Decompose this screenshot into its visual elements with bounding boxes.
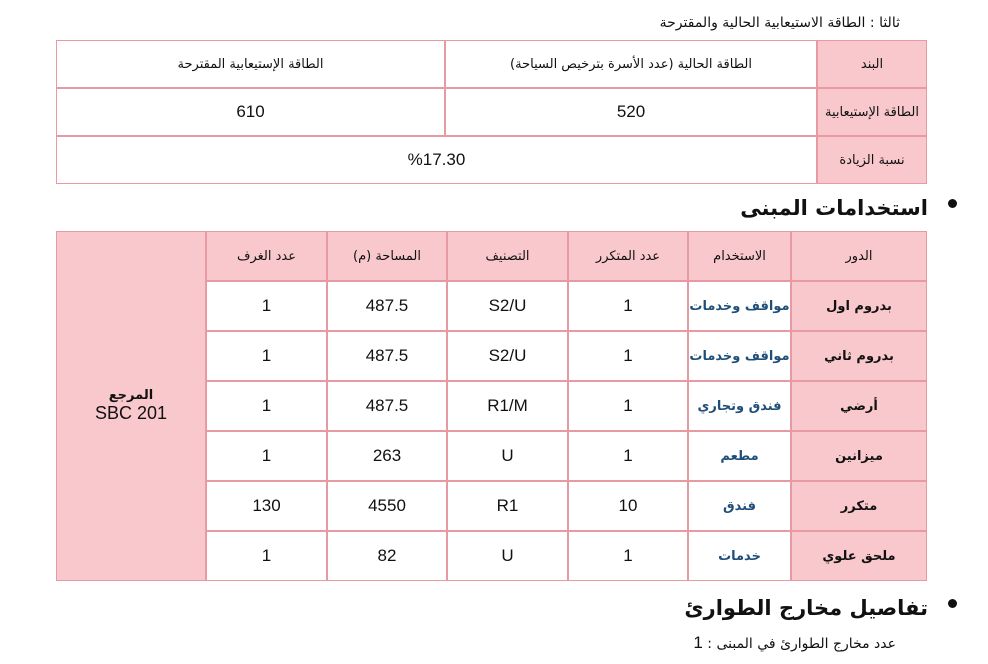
exits-count-label: عدد مخارج الطوارئ في المبنى : (707, 636, 896, 652)
increase-label: نسبة الزيادة (817, 136, 927, 184)
rooms-cell: 1 (206, 531, 327, 581)
proposed-capacity-value: 610 (56, 88, 445, 136)
increase-value: %17.30 (56, 136, 817, 184)
class-cell: R1/M (447, 381, 568, 431)
floor-cell: ملحق علوي (791, 531, 927, 581)
area-cell: 487.5 (327, 331, 447, 381)
exits-count-value: 1 (693, 633, 703, 652)
header-use: الاستخدام (688, 231, 791, 281)
rooms-cell: 130 (206, 481, 327, 531)
area-cell: 487.5 (327, 281, 447, 331)
floor-cell: أرضي (791, 381, 927, 431)
header-classification: التصنيف (447, 231, 568, 281)
header-rooms: عدد الغرف (206, 231, 327, 281)
building-uses-table (56, 231, 927, 581)
use-cell: مطعم (688, 431, 791, 481)
class-cell: S2/U (447, 331, 568, 381)
header-item: البند (817, 40, 927, 88)
repeat-cell: 1 (568, 331, 688, 381)
class-cell: R1 (447, 481, 568, 531)
rooms-cell: 1 (206, 381, 327, 431)
current-capacity-value: 520 (445, 88, 817, 136)
area-cell: 4550 (327, 481, 447, 531)
repeat-cell: 1 (568, 281, 688, 331)
table-row (56, 88, 927, 136)
use-cell: مواقف وخدمات (688, 281, 791, 331)
bullet-icon (948, 199, 957, 208)
use-cell: خدمات (688, 531, 791, 581)
reference-label: المرجع (108, 388, 154, 403)
table-header-row (56, 40, 927, 88)
bullet-icon (948, 599, 957, 608)
building-uses-heading: استخدامات المبنى (740, 196, 928, 220)
repeat-cell: 1 (568, 531, 688, 581)
table-header-row (56, 231, 927, 281)
area-cell: 487.5 (327, 381, 447, 431)
header-repeat: عدد المتكرر (568, 231, 688, 281)
header-floor: الدور (791, 231, 927, 281)
rooms-cell: 1 (206, 331, 327, 381)
floor-cell: بدروم اول (791, 281, 927, 331)
use-cell: مواقف وخدمات (688, 331, 791, 381)
floor-cell: ميزانين (791, 431, 927, 481)
header-proposed-capacity: الطاقة الإستيعابية المقترحة (56, 40, 445, 88)
class-cell: S2/U (447, 281, 568, 331)
rooms-cell: 1 (206, 281, 327, 331)
capacity-table (56, 40, 927, 184)
floor-cell: متكرر (791, 481, 927, 531)
section-title: ثالثا : الطاقة الاستيعابية الحالية والمقترحة (659, 15, 900, 31)
reference-cell (56, 231, 206, 581)
repeat-cell: 10 (568, 481, 688, 531)
reference-code: SBC 201 (94, 403, 168, 423)
repeat-cell: 1 (568, 431, 688, 481)
header-area: المساحة (م) (327, 231, 447, 281)
area-cell: 82 (327, 531, 447, 581)
floor-cell: بدروم ثاني (791, 331, 927, 381)
header-current-capacity: الطاقة الحالية (عدد الأسرة بترخيص السياحة) (445, 40, 817, 88)
capacity-label: الطاقة الإستيعابية (817, 88, 927, 136)
use-cell: فندق وتجاري (688, 381, 791, 431)
class-cell: U (447, 531, 568, 581)
table-row (56, 136, 927, 184)
repeat-cell: 1 (568, 381, 688, 431)
use-cell: فندق (688, 481, 791, 531)
emergency-exits-heading: تفاصيل مخارج الطوارئ (684, 596, 928, 620)
class-cell: U (447, 431, 568, 481)
emergency-exits-count (693, 630, 896, 657)
rooms-cell: 1 (206, 431, 327, 481)
area-cell: 263 (327, 431, 447, 481)
